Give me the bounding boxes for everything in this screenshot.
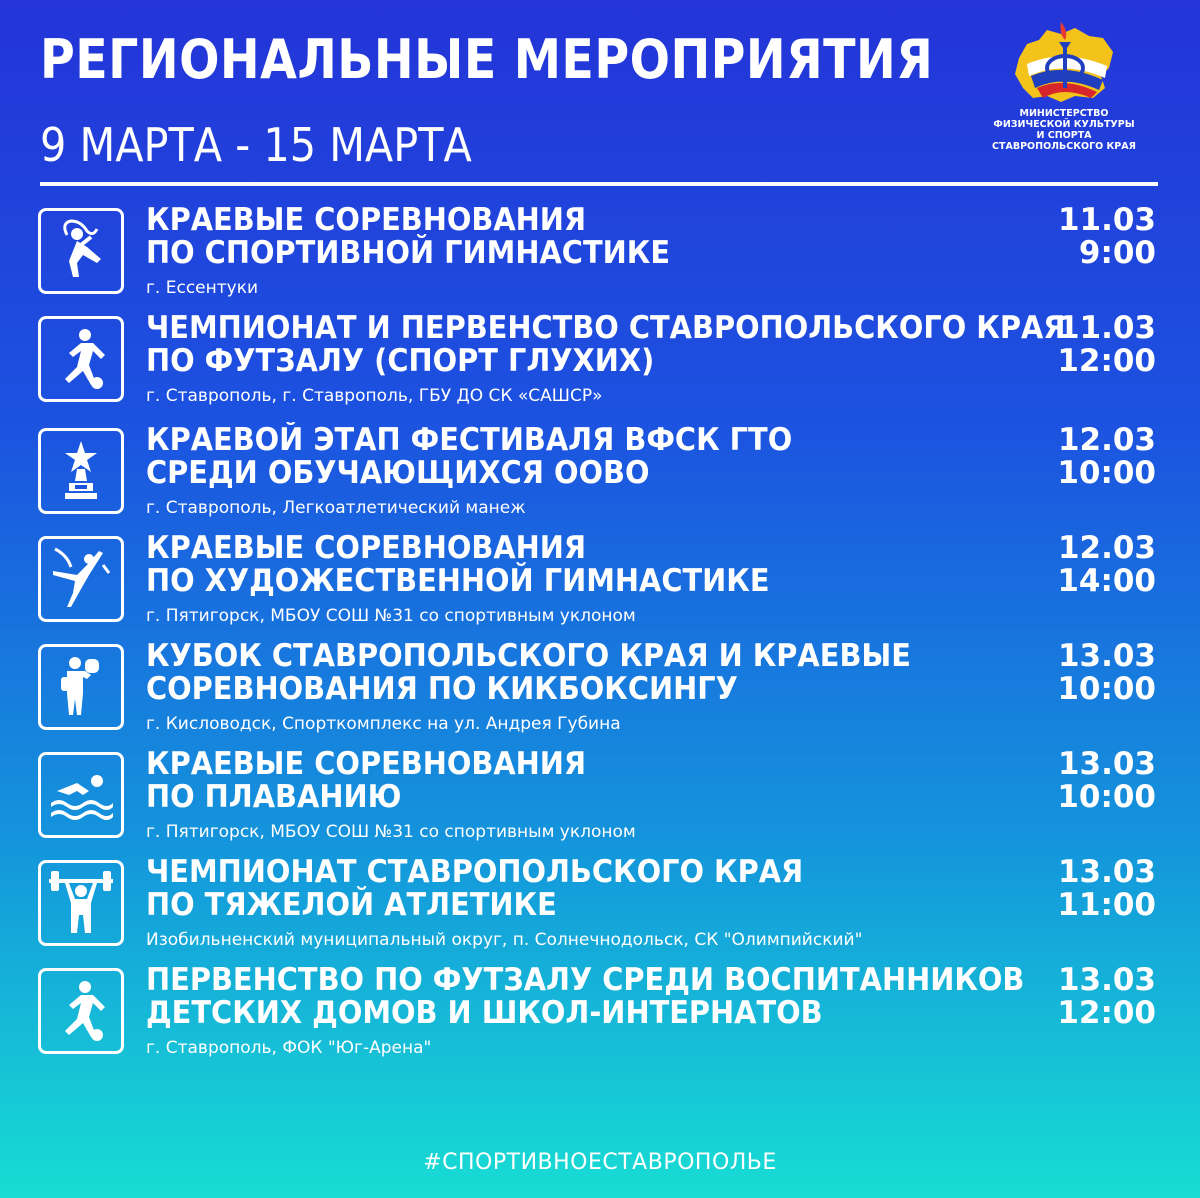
football-icon bbox=[38, 968, 124, 1054]
header-divider bbox=[40, 182, 1158, 186]
event-title-line-1: КРАЕВЫЕ СОРЕВНОВАНИЯ bbox=[146, 530, 587, 566]
event-location: г. Кисловодск, Спорткомплекс на ул. Андрея Губина bbox=[146, 714, 621, 734]
date-range: 9 МАРТА - 15 МАРТА bbox=[40, 118, 472, 172]
event-title-line-2: СОРЕВНОВАНИЯ ПО КИКБОКСИНГУ bbox=[146, 671, 738, 707]
event-title-line-1: ПЕРВЕНСТВО ПО ФУТЗАЛУ СРЕДИ ВОСПИТАННИКОВ bbox=[146, 962, 1025, 998]
event-title-line-1: КРАЕВЫЕ СОРЕВНОВАНИЯ bbox=[146, 746, 587, 782]
event-location: г. Пятигорск, МБОУ СОШ №31 со спортивным уклоном bbox=[146, 822, 636, 842]
event-title-line-1: КУБОК СТАВРОПОЛЬСКОГО КРАЯ И КРАЕВЫЕ bbox=[146, 638, 911, 674]
event-date: 13.03 bbox=[1057, 638, 1156, 674]
event-title-line-2: ПО ТЯЖЕЛОЙ АТЛЕТИКЕ bbox=[146, 887, 557, 923]
event-title-line-1: КРАЕВОЙ ЭТАП ФЕСТИВАЛЯ ВФСК ГТО bbox=[146, 422, 793, 458]
event-date: 11.03 bbox=[1057, 310, 1156, 346]
page-title: РЕГИОНАЛЬНЫЕ МЕРОПРИЯТИЯ bbox=[40, 28, 934, 91]
event-location: г. Ставрополь, г. Ставрополь, ГБУ ДО СК «САШСР» bbox=[146, 386, 603, 406]
trophy-icon bbox=[38, 428, 124, 514]
event-title-line-2: ПО ФУТЗАЛУ (СПОРТ ГЛУХИХ) bbox=[146, 343, 655, 379]
ministry-emblem-icon bbox=[1009, 18, 1119, 106]
event-item bbox=[38, 530, 1160, 628]
gymnastics-icon bbox=[38, 208, 124, 294]
event-time: 10:00 bbox=[1057, 455, 1156, 491]
event-time: 10:00 bbox=[1057, 779, 1156, 815]
event-time: 10:00 bbox=[1057, 671, 1156, 707]
event-item bbox=[38, 962, 1160, 1060]
event-item bbox=[38, 746, 1160, 844]
event-time: 12:00 bbox=[1057, 343, 1156, 379]
event-time: 9:00 bbox=[1078, 235, 1156, 271]
event-location: Изобильненский муниципальный округ, п. Солнечнодольск, СК "Олимпийский" bbox=[146, 930, 863, 950]
ministry-logo bbox=[990, 18, 1138, 152]
event-title-line-2: ПО ПЛАВАНИЮ bbox=[146, 779, 402, 815]
footer-hashtag: #СПОРТИВНОЕСТАВРОПОЛЬЕ bbox=[423, 1150, 777, 1175]
event-item bbox=[38, 202, 1160, 300]
rhythmic-gymnastics-icon bbox=[38, 536, 124, 622]
event-title-line-2: ПО СПОРТИВНОЙ ГИМНАСТИКЕ bbox=[146, 235, 671, 271]
event-title-line-2: СРЕДИ ОБУЧАЮЩИХСЯ ООВО bbox=[146, 455, 650, 491]
football-icon bbox=[38, 316, 124, 402]
swimming-icon bbox=[38, 752, 124, 838]
event-title-line-2: ПО ХУДОЖЕСТВЕННОЙ ГИМНАСТИКЕ bbox=[146, 563, 770, 599]
event-location: г. Ставрополь, ФОК "Юг-Арена" bbox=[146, 1038, 432, 1058]
event-date: 13.03 bbox=[1057, 854, 1156, 890]
event-time: 12:00 bbox=[1057, 995, 1156, 1031]
event-time: 14:00 bbox=[1057, 563, 1156, 599]
event-item bbox=[38, 638, 1160, 736]
event-location: г. Пятигорск, МБОУ СОШ №31 со спортивным уклоном bbox=[146, 606, 636, 626]
event-date: 12.03 bbox=[1057, 422, 1156, 458]
event-date: 13.03 bbox=[1057, 962, 1156, 998]
event-title-line-1: ЧЕМПИОНАТ СТАВРОПОЛЬСКОГО КРАЯ bbox=[146, 854, 804, 890]
event-title-line-2: ДЕТСКИХ ДОМОВ И ШКОЛ-ИНТЕРНАТОВ bbox=[146, 995, 823, 1031]
event-item bbox=[38, 422, 1160, 520]
event-title-line-1: ЧЕМПИОНАТ И ПЕРВЕНСТВО СТАВРОПОЛЬСКОГО КРАЯ bbox=[146, 310, 1066, 346]
event-location: г. Ессентуки bbox=[146, 278, 259, 298]
logo-line-2: ФИЗИЧЕСКОЙ КУЛЬТУРЫ И СПОРТА bbox=[993, 119, 1135, 141]
event-date: 11.03 bbox=[1057, 202, 1156, 238]
event-item bbox=[38, 310, 1160, 408]
event-time: 11:00 bbox=[1057, 887, 1156, 923]
logo-line-3: СТАВРОПОЛЬСКОГО КРАЯ bbox=[992, 141, 1136, 152]
event-item bbox=[38, 854, 1160, 952]
logo-line-1: МИНИСТЕРСТВО bbox=[1019, 108, 1109, 119]
event-date: 13.03 bbox=[1057, 746, 1156, 782]
event-title-line-1: КРАЕВЫЕ СОРЕВНОВАНИЯ bbox=[146, 202, 587, 238]
event-location: г. Ставрополь, Легкоатлетический манеж bbox=[146, 498, 526, 518]
boxing-icon bbox=[38, 644, 124, 730]
event-date: 12.03 bbox=[1057, 530, 1156, 566]
weightlifting-icon bbox=[38, 860, 124, 946]
